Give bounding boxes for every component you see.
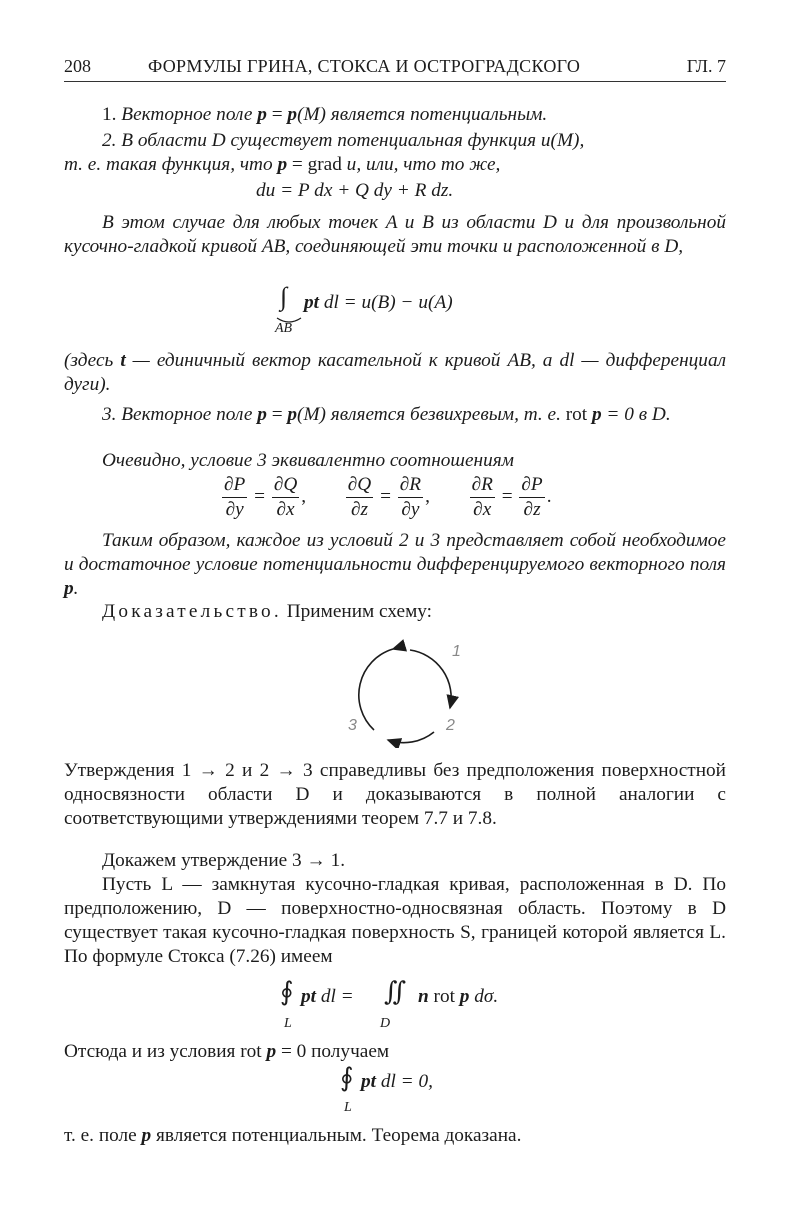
- arrow-3-to-1: [359, 649, 393, 730]
- equals-sign: =: [254, 485, 266, 507]
- vector-n: n: [418, 986, 429, 1007]
- statement-3: [64, 403, 726, 427]
- vector-p: p: [459, 986, 470, 1007]
- contour-integral-sign: ∮: [280, 977, 294, 1006]
- denominator: ∂y: [225, 499, 244, 520]
- zero-body: [361, 1071, 433, 1093]
- node-1: 1: [452, 643, 461, 660]
- equals-sign: =: [266, 404, 288, 425]
- header-rule: [64, 81, 726, 82]
- vector-pt: pt: [304, 292, 319, 313]
- stokes-rhs: [418, 986, 498, 1008]
- final-tail: является потенциальным. Теорема доказана.: [151, 1125, 522, 1146]
- proof-intro: [64, 600, 726, 624]
- argument-M: (M): [297, 104, 326, 125]
- fraction: [398, 473, 423, 522]
- vector-p: p: [257, 104, 267, 125]
- denominator: ∂x: [276, 499, 295, 520]
- contour-L: L: [284, 1016, 292, 1031]
- book-page: [64, 0, 726, 1206]
- equation-du: du = P dx + Q dy + R dz.: [256, 180, 454, 201]
- integral-limit-AB: AB: [275, 321, 293, 336]
- integral-body: [304, 292, 453, 314]
- vector-t: t: [120, 350, 126, 371]
- denominator: ∂x: [473, 499, 492, 520]
- vector-pt: pt: [301, 986, 316, 1007]
- integral-sign: ∫: [280, 282, 288, 311]
- paragraph-prove: Докажем утверждение 3 → 1.: [102, 850, 346, 871]
- equation-partials: [220, 473, 552, 522]
- function-u: u,: [341, 154, 362, 175]
- numerator: ∂Q: [346, 473, 373, 498]
- vector-p: p: [266, 1041, 277, 1062]
- here-rest: — единичный вектор касательной к кривой AB, а dl — дифференциал дуги).: [64, 350, 726, 395]
- hence-text: Отсюда и из условия rot: [64, 1041, 262, 1062]
- statement-2-line2: [64, 153, 726, 177]
- arrow-2-to-3: [388, 732, 434, 743]
- denominator: ∂z: [350, 499, 369, 520]
- fraction: [470, 473, 495, 522]
- paragraph-thus: [64, 529, 726, 601]
- dl: dl =: [316, 986, 354, 1007]
- paragraph-hence: [64, 1040, 726, 1064]
- paragraph-claims: Утверждения 1 → 2 и 2 → 3 справедливы без предположения поверхностной односвязности области D и доказываются в полной аналогии с соответствующими утверждениями теорем 7.7 и 7.8.: [64, 760, 726, 829]
- item-number: 1.: [102, 104, 117, 125]
- argument-M: (M): [297, 404, 326, 425]
- running-header: [64, 56, 726, 82]
- vector-p: p: [64, 578, 74, 599]
- vector-p: p: [277, 154, 288, 175]
- paragraph-case: В этом случае для любых точек A и B из области D и для произвольной кусочно-гладкой кривой AB, соединяющей эти точки и расположенной в D,: [64, 212, 726, 257]
- vector-p: p: [141, 1125, 152, 1146]
- comma: ,: [301, 485, 307, 507]
- statement-1-text: Векторное поле: [121, 104, 253, 125]
- double-integral-sign: ∬: [384, 977, 407, 1006]
- fraction: [222, 473, 247, 522]
- statement-1-tail: является потенциальным.: [330, 104, 548, 125]
- equals-sign: =: [501, 485, 513, 507]
- rot-operator: rot: [428, 986, 460, 1007]
- paragraph-obvious: Очевидно, условие 3 эквивалентно соотношениям: [102, 450, 514, 471]
- running-title: ФОРМУЛЫ ГРИНА, СТОКСА И ОСТРОГРАДСКОГО: [148, 56, 581, 76]
- statement-3-end: = 0 в D.: [601, 404, 671, 425]
- paragraph-let: Пусть L — замкнутая кусочно-гладкая кривая, расположенная в D. По предположению, D — поверхностно-односвязная область. Поэтому в D существует такая кусочно-гладкая поверхность S, границей которой является L. По формуле Стокса (7.26) имеем: [64, 874, 726, 967]
- equals-sign: =: [266, 104, 288, 125]
- fraction: [519, 473, 544, 522]
- denominator: ∂z: [523, 499, 541, 520]
- fraction: [346, 473, 373, 522]
- paragraph-here: [64, 349, 726, 397]
- final-text: т. е. поле: [64, 1125, 137, 1146]
- thus-text: Таким образом, каждое из условий 2 и 3 представляет собой необходимое и достаточное условие потенциальности дифференцируемого векторного поля: [64, 530, 726, 575]
- node-3: 3: [348, 717, 357, 734]
- proof-label: Доказательство.: [102, 601, 282, 622]
- paragraph-final: [64, 1124, 726, 1148]
- chapter-label: ГЛ. 7: [686, 56, 726, 76]
- numerator: ∂R: [398, 473, 423, 498]
- arrow-1-to-2: [410, 650, 451, 708]
- statement-2-line1: 2. В области D существует потенциальная функция u(M),: [102, 130, 585, 151]
- vector-p: p: [287, 104, 298, 125]
- rot-operator: rot: [565, 404, 588, 425]
- zero-rhs: dl = 0,: [376, 1071, 433, 1092]
- numerator: ∂P: [519, 473, 544, 498]
- contour-integral-sign: ∮: [340, 1063, 354, 1092]
- dsigma: dσ.: [469, 986, 499, 1007]
- hence-tail: = 0 получаем: [276, 1041, 390, 1062]
- vector-pt: pt: [361, 1071, 376, 1092]
- numerator: ∂Q: [272, 473, 299, 498]
- integral-rhs: dl = u(B) − u(A): [319, 292, 453, 313]
- numerator: ∂P: [222, 473, 247, 498]
- fraction: [272, 473, 299, 522]
- here-open: (здесь: [64, 350, 114, 371]
- equals-sign: =: [380, 485, 391, 507]
- vector-p: p: [287, 404, 298, 425]
- node-2: 2: [446, 717, 455, 734]
- numerator: ∂R: [470, 473, 495, 498]
- stokes-lhs: [301, 986, 354, 1008]
- denominator: ∂y: [401, 499, 420, 520]
- statement-3-text: 3. Векторное поле: [102, 404, 253, 425]
- vector-p: p: [591, 404, 602, 425]
- period: .: [546, 485, 552, 507]
- contour-L: L: [344, 1100, 352, 1115]
- vector-p: p: [257, 404, 267, 425]
- surface-D: D: [380, 1016, 391, 1031]
- statement-2-tail: или, что то же,: [361, 154, 501, 175]
- cycle-diagram: [346, 636, 516, 748]
- arc-mark: [275, 316, 303, 324]
- statement-1: [64, 103, 726, 127]
- comma: ,: [425, 485, 430, 507]
- grad-operator: = grad: [287, 154, 342, 175]
- statement-3-tail: является безвихревым, т. е.: [325, 404, 561, 425]
- proof-rest: Применим схему:: [281, 601, 433, 622]
- thus-end: .: [73, 578, 79, 599]
- page-number: 208: [64, 56, 91, 76]
- statement-2-text: т. е. такая функция, что: [64, 154, 273, 175]
